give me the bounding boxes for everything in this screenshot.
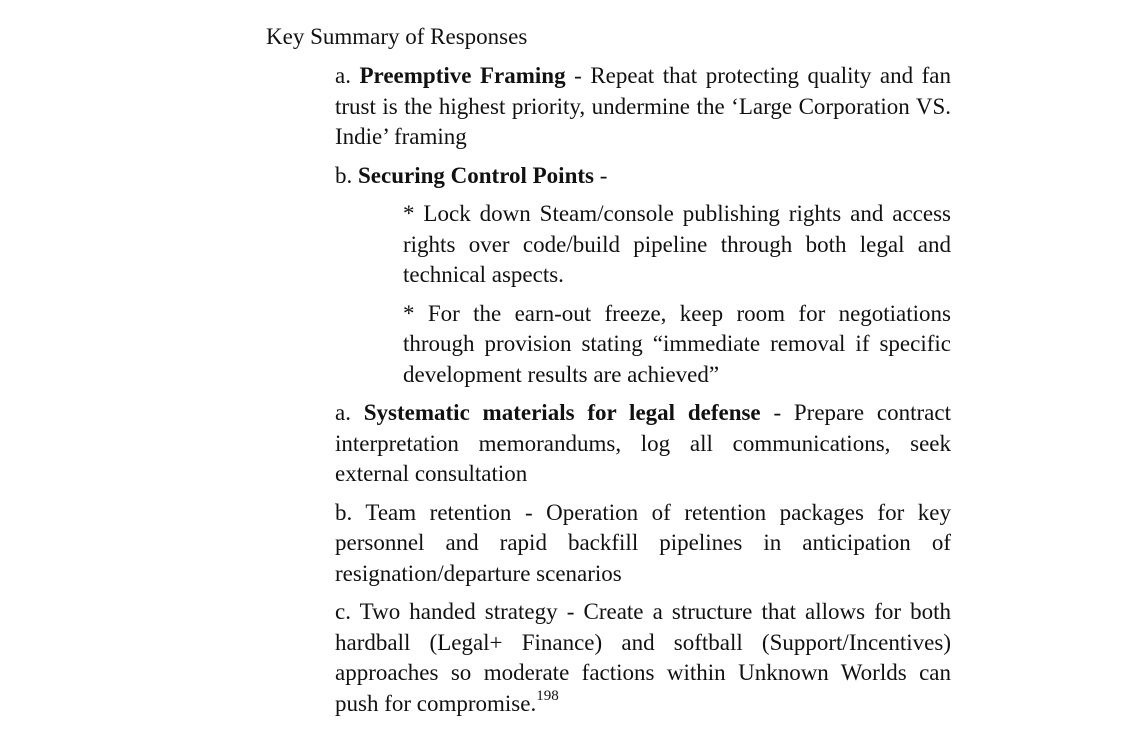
footnote-marker: 198 [536, 687, 559, 704]
item-marker: c. [335, 599, 360, 624]
item-body: Repeat that protecting quality and fan trust is the highest priority, undermine the ‘Large Corporation VS. Indie’ framing [335, 63, 951, 149]
item-body: Prepare contract interpretation memorandums, log all communications, seek external consultation [335, 400, 951, 486]
item-marker: b. [335, 162, 358, 188]
list-item-two-handed-strategy [335, 597, 951, 719]
section-heading: Key Summary of Responses [266, 24, 528, 49]
control-points-sublist [403, 199, 951, 390]
item-separator: - [557, 599, 584, 624]
item-marker: a. [335, 400, 364, 425]
item-title: Systematic materials for legal defense [363, 400, 761, 425]
item-marker: b. [335, 499, 366, 525]
item-separator: - [593, 162, 608, 188]
list-item-securing-control-points [335, 161, 951, 192]
list-item-team-retention [335, 498, 951, 590]
item-marker: a. [335, 63, 360, 88]
item-body: Create a structure that allows for both hardball (Legal+ Finance) and softball (Support/Incentives) approaches so moderate factions within Unknown Worlds can push for compromise. [335, 599, 952, 716]
response-list [335, 61, 951, 727]
item-body: Operation of retention packages for key personnel and rapid backfill pipelines in anticipation of resignation/departure scenarios [335, 499, 951, 586]
item-title: Preemptive Framing [359, 63, 566, 88]
item-separator: - [565, 63, 591, 88]
item-separator: - [760, 400, 794, 425]
list-item-legal-defense [335, 398, 951, 490]
item-title: Two handed strategy [359, 599, 558, 624]
list-item-preemptive-framing [335, 61, 951, 153]
sub-item-earn-out-freeze: * For the earn-out freeze, keep room for negotiations through provision stating “immediate removal if specific development results are achieved” [403, 300, 951, 387]
sub-item-lock-down: * Lock down Steam/console publishing rights and access rights over code/build pipeline through both legal and technical aspects. [403, 201, 951, 287]
item-separator: - [511, 499, 547, 525]
item-title: Team retention [365, 499, 512, 525]
item-title: Securing Control Points [358, 162, 594, 188]
